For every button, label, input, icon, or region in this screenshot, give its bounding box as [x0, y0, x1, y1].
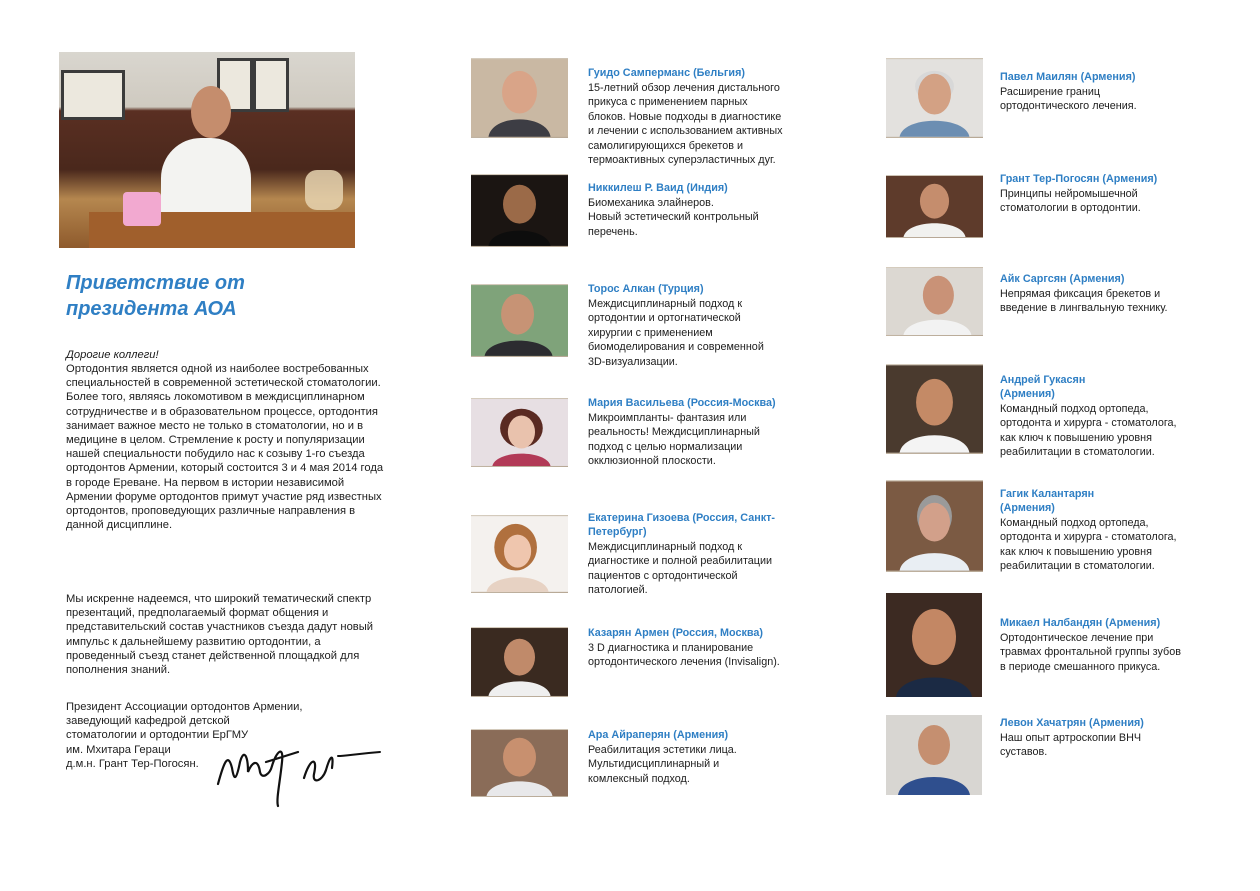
speaker-talk [1000, 731, 1141, 760]
speaker-talk [588, 641, 780, 670]
speaker-name: Микаел Налбандян (Армения) [1000, 617, 1161, 629]
talk-line: Наш опыт артроскопии ВНЧ [1000, 732, 1142, 744]
talk-line: Новый эстетический контрольный [588, 211, 759, 224]
talk-line: диагностике и полной реабилитации [588, 555, 773, 568]
speaker-name: Екатерина Гизоева (Россия, Санкт-Петербург) [588, 512, 776, 538]
speaker-name: Ара Айраперян (Армения) [588, 729, 729, 741]
speaker-photo [886, 480, 983, 572]
talk-line: блоков. Новые подходы в диагностике [588, 110, 782, 123]
speaker-name: Мария Васильева (Россия-Москва) [588, 397, 776, 409]
speaker-photo [886, 175, 983, 238]
talk-line: Принципы нейромышечной [1000, 188, 1138, 200]
talk-line: реабилитации в стоматологии. [1000, 560, 1155, 573]
speaker-photo [471, 398, 568, 467]
talk-line: и лечении с использованием активных [588, 125, 783, 138]
talk-line: комлексный подход. [588, 772, 690, 785]
talk-line: ортодонтического лечения. [1000, 100, 1137, 113]
talk-line: патологией. [588, 584, 648, 597]
talk-line: как ключ к повышению уровня [1000, 431, 1152, 444]
speaker-name: Торос Алкан (Турция) [588, 283, 704, 295]
speaker-photo [471, 515, 568, 593]
talk-line: в периоде смешанного прикуса. [1000, 660, 1161, 673]
speaker-talk [588, 540, 772, 598]
speaker-photo [886, 593, 982, 697]
speaker-photo [471, 174, 568, 247]
talk-line: травмах фронтальной группы зубов [1000, 646, 1181, 659]
talk-line: введение в лингвальную технику. [1000, 302, 1168, 315]
talk-line: Биомеханика элайнеров. [588, 197, 714, 209]
greeting-paragraph-1: Ортодонтия является одной из наиболее востребованных специальностей в современной эстетической стоматологии. Более того, являясь локомотивом в междисциплинарном сотрудничестве и в образовательном процессе, ортодонтия занимает важное место не только в стоматологии, но и в медицине в целом. Стремление к росту и популяризации нашей специальности побудило нас к созыву 1-го съезда ортодонтов Армении, который состоится 3 и 4 мая 2014 года в городе Ереване. На первом в истории независимой Армении форуме ортодонтов примут участие ряд известных ортодонтов, проповедующих различные направления в данной дисциплине. [66, 363, 384, 532]
speaker-talk [588, 743, 737, 786]
talk-line: Микроимпланты- фантазия или [588, 412, 747, 424]
speaker-talk [588, 411, 760, 469]
talk-line: Междисциплинарный подход к [588, 541, 743, 553]
speaker-talk [588, 81, 783, 167]
handwritten-signature [214, 722, 384, 808]
speaker-name: Гуидо Самперманс (Бельгия) [588, 67, 745, 79]
speaker-name: Левон Хачатрян (Армения) [1000, 717, 1144, 729]
greeting-title-line2: президента АОА [66, 298, 237, 320]
talk-line: 3D-визуализации. [588, 355, 678, 368]
talk-line: Непрямая фиксация брекетов и [1000, 288, 1161, 300]
signature-line: стоматологии и ортодонтии ЕрГМУ [66, 729, 249, 742]
signature-line: заведующий кафедрой детской [66, 715, 230, 728]
speaker-name: Никкилеш Р. Ваид (Индия) [588, 182, 728, 194]
speaker-name: Айк Саргсян (Армения) [1000, 273, 1125, 285]
speaker-photo [886, 267, 983, 336]
talk-line: пациентов с ортодонтической [588, 569, 738, 582]
talk-line: биомоделирования и современной [588, 341, 764, 354]
speaker-photo [471, 58, 568, 138]
talk-line: ортодонта и хирурга - стоматолога, [1000, 531, 1177, 544]
talk-line: суставов. [1000, 746, 1048, 759]
signature-line: Президент Ассоциации ортодонтов Армении, [66, 701, 303, 713]
talk-line: хирургии с применением [588, 326, 713, 339]
president-photo [59, 52, 355, 248]
speaker-photo [471, 729, 568, 797]
speaker-name: Грант Тер-Погосян (Армения) [1000, 173, 1158, 185]
speaker-name: Гагик Калантарян (Армения) [1000, 488, 1095, 514]
talk-line: стоматологии в ортодонтии. [1000, 202, 1141, 215]
talk-line: самолигирующихся брекетов и [588, 139, 743, 152]
greeting-title-line1: Приветствие от [66, 272, 245, 294]
talk-line: как ключ к повышению уровня [1000, 545, 1152, 558]
speaker-talk [1000, 287, 1168, 316]
speaker-talk [1000, 631, 1181, 674]
talk-line: Ортодонтическое лечение при [1000, 632, 1154, 644]
talk-line: окклюзионной плоскости. [588, 455, 716, 468]
signature-line: д.м.н. Грант Тер-Погосян. [66, 757, 199, 770]
speaker-photo [471, 284, 568, 357]
talk-line: Командный подход ортопеда, [1000, 403, 1149, 415]
talk-line: Междисциплинарный подход к [588, 298, 743, 310]
salutation: Дорогие коллеги! [66, 349, 159, 361]
signature-line: им. Мхитара Гераци [66, 743, 171, 756]
talk-line: 15-летний обзор лечения дистального [588, 82, 780, 94]
talk-line: ортодонтического лечения (Invisalign). [588, 656, 780, 669]
talk-line: 3 D диагностика и планирование [588, 642, 754, 654]
talk-line: Реабилитация эстетики лица. [588, 744, 737, 756]
talk-line: Расширение границ [1000, 86, 1101, 98]
speaker-name: Павел Маилян (Армения) [1000, 71, 1136, 83]
speaker-photo [886, 58, 983, 138]
speaker-talk [588, 196, 759, 239]
greeting-title [66, 270, 346, 322]
speaker-talk [1000, 187, 1141, 216]
speaker-name: Андрей Гукасян (Армения) [1000, 374, 1086, 400]
talk-line: перечень. [588, 225, 638, 238]
talk-line: подход с целью нормализации [588, 440, 743, 453]
speaker-talk [1000, 85, 1137, 114]
talk-line: Мультидисциплинарный и [588, 758, 720, 771]
greeting-paragraph-2: Мы искренне надеемся, что широкий тематический спектр презентаций, предполагаемый формат общения и представительский состав участников съезда дадут новый импульс к дальнейшему развитию ортодонтии, а проведенный съезд станет действенной площадкой для пополнения знаний. [66, 593, 374, 677]
speaker-talk [1000, 402, 1177, 460]
speaker-photo [886, 715, 982, 795]
talk-line: ортодонта и хирурга - стоматолога, [1000, 417, 1177, 430]
speaker-photo [471, 627, 568, 697]
speaker-name: Казарян Армен (Россия, Москва) [588, 627, 764, 639]
talk-line: Командный подход ортопеда, [1000, 517, 1149, 529]
talk-line: термоактивных суперэластичных дуг. [588, 154, 776, 167]
talk-line: реальность! Междисциплинарный [588, 426, 760, 439]
talk-line: прикуса с применением парных [588, 96, 748, 109]
speaker-talk [1000, 516, 1177, 574]
speaker-photo [886, 364, 983, 454]
talk-line: ортодонтии и ортогнатической [588, 312, 741, 325]
speaker-talk [588, 297, 764, 369]
talk-line: реабилитации в стоматологии. [1000, 446, 1155, 459]
